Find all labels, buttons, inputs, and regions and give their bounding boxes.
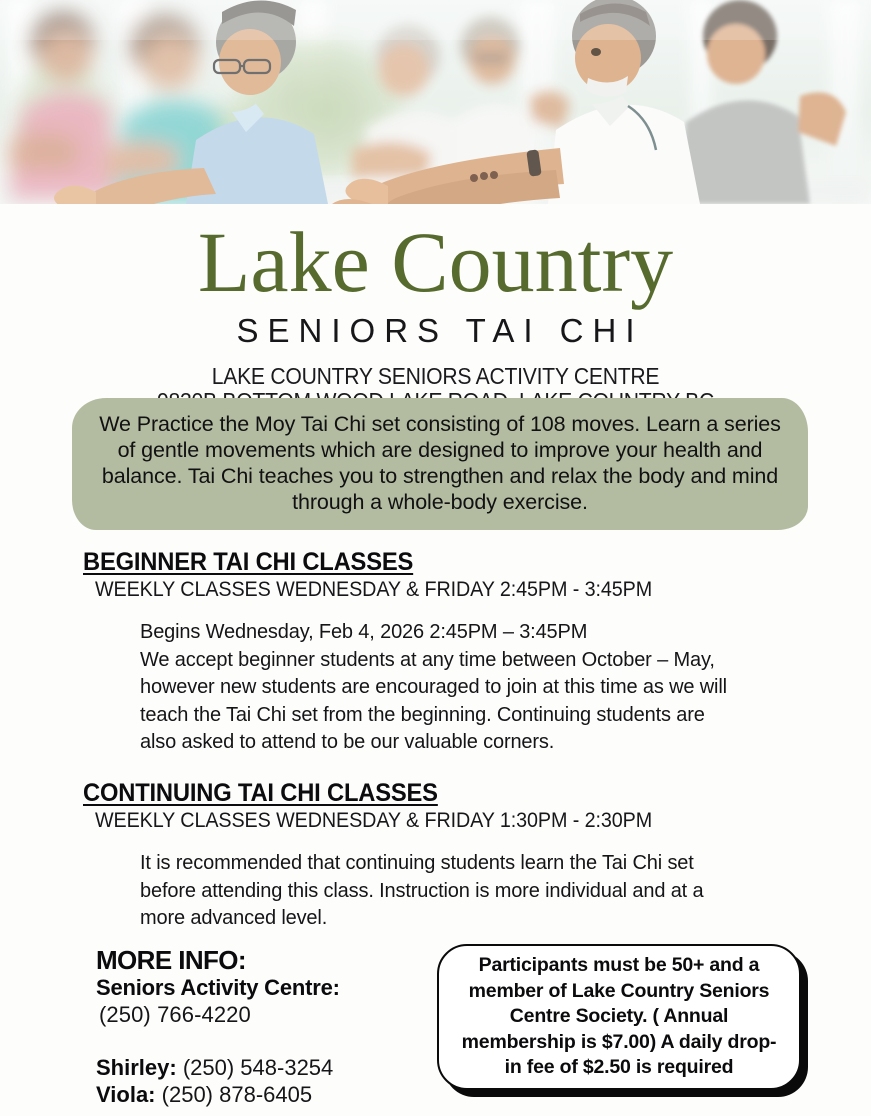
section-body-beginner [140, 619, 740, 757]
contact-phone-viola[interactable]: (250) 878-6405 [161, 1082, 313, 1107]
continuing-details: It is recommended that continuing students learn the Tai Chi set before attending this class. Instruction is more individual and at a more advanced level. [140, 852, 704, 929]
contact-phone-shirley[interactable]: (250) 548-3254 [182, 1055, 334, 1080]
more-info-org-label: Seniors Activity Centre: [96, 975, 340, 1000]
contact-row-shirley [96, 1054, 426, 1081]
section-beginner-classes [0, 548, 871, 757]
contact-row-viola [96, 1081, 426, 1108]
more-info-block [96, 946, 426, 1108]
banner-photo [0, 0, 871, 204]
membership-notice-text: Participants must be 50+ and a member of Lake Country Seniors Centre Society. ( Annual membership is $7.00) A daily drop-in fee of $2.50 is required [461, 954, 777, 1079]
more-info-contact-list [96, 1054, 426, 1108]
description-callout [72, 398, 808, 530]
section-continuing-classes [0, 779, 871, 933]
contact-name-viola: Viola: [96, 1082, 156, 1107]
section-heading-continuing: CONTINUING TAI CHI CLASSES [83, 779, 438, 807]
banner-illustration [0, 0, 871, 204]
venue-name: LAKE COUNTRY SENIORS ACTIVITY CENTRE [211, 363, 660, 389]
page-subtitle: SENIORS TAI CHI [236, 312, 644, 349]
beginner-start-date: Begins Wednesday, Feb 4, 2026 2:45PM – 3:45PM [140, 621, 588, 643]
beginner-details: We accept beginner students at any time between October – May, however new students are encouraged to join at this time as we will teach the Tai Chi set from the beginning. Continuing students are also asked to attend to be our valuable corners. [140, 648, 727, 753]
membership-notice-box [437, 944, 801, 1090]
page-title: Lake Country [197, 214, 674, 310]
section-heading-beginner: BEGINNER TAI CHI CLASSES [83, 548, 414, 576]
section-subheading-continuing: WEEKLY CLASSES WEDNESDAY & FRIDAY 1:30PM - 2:30PM [95, 809, 653, 832]
section-body-continuing [140, 850, 740, 933]
header-block [0, 204, 871, 414]
more-info-title: MORE INFO: [96, 945, 246, 975]
contact-name-shirley: Shirley: [96, 1055, 177, 1080]
description-text: We Practice the Moy Tai Chi set consisting of 108 moves. Learn a series of gentle movements which are designed to improve your health and balance. Tai Chi teaches you to strengthen and relax the body and mind through a whole-body exercise. [99, 412, 781, 514]
section-subheading-beginner: WEEKLY CLASSES WEDNESDAY & FRIDAY 2:45PM - 3:45PM [95, 578, 653, 601]
more-info-org-phone[interactable]: (250) 766-4220 [99, 1002, 251, 1027]
membership-notice-wrapper [437, 944, 801, 1090]
